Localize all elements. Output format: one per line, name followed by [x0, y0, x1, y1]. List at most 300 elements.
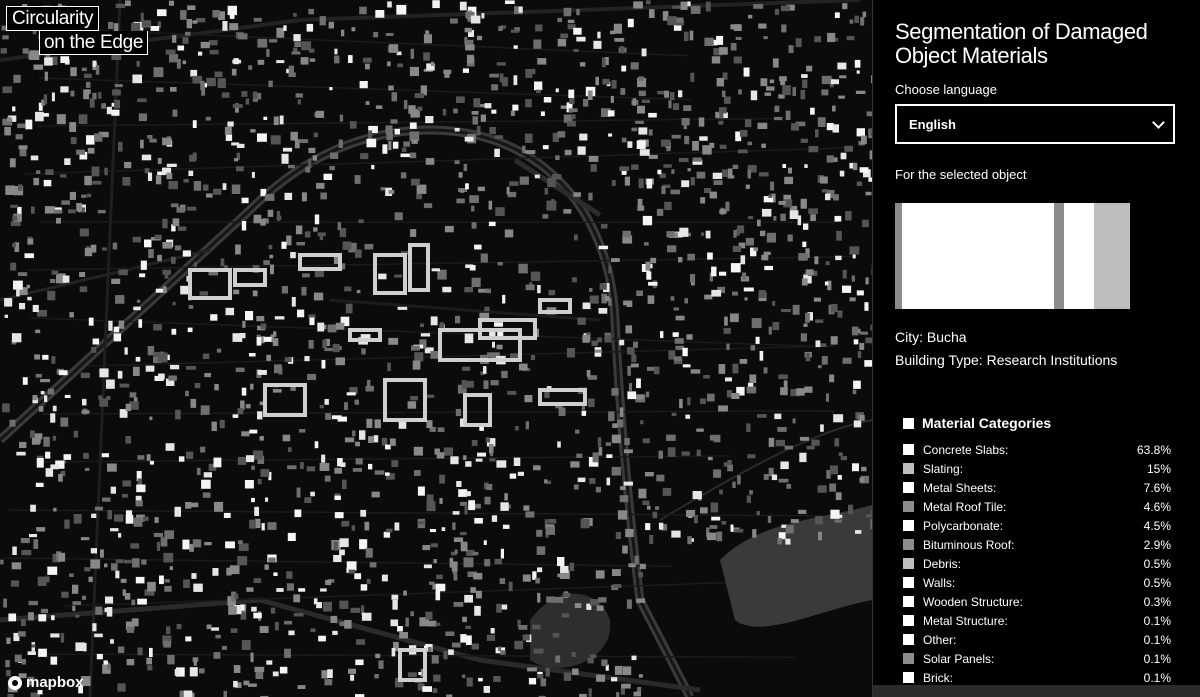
building[interactable] [542, 214, 548, 218]
building[interactable] [796, 38, 802, 47]
building[interactable] [699, 136, 708, 141]
building[interactable] [110, 639, 114, 644]
building[interactable] [602, 79, 609, 85]
building[interactable] [115, 295, 124, 304]
building[interactable] [348, 55, 353, 63]
building[interactable] [455, 128, 460, 132]
building[interactable] [61, 633, 64, 642]
building[interactable] [320, 405, 324, 408]
building[interactable] [50, 633, 59, 637]
building[interactable] [687, 254, 695, 261]
building[interactable] [866, 277, 869, 284]
building[interactable] [571, 114, 576, 119]
building[interactable] [568, 90, 574, 98]
building[interactable] [111, 110, 119, 116]
building[interactable] [315, 441, 319, 448]
building[interactable] [378, 660, 383, 669]
building[interactable] [88, 148, 95, 154]
building[interactable] [591, 164, 597, 172]
building[interactable] [19, 303, 25, 309]
building[interactable] [157, 255, 162, 261]
building[interactable] [827, 155, 834, 162]
building[interactable] [200, 447, 205, 453]
building[interactable] [392, 648, 396, 656]
building[interactable] [111, 487, 116, 494]
building[interactable] [258, 370, 267, 375]
building[interactable] [232, 185, 241, 195]
building[interactable] [382, 575, 388, 582]
building[interactable] [203, 185, 209, 191]
building[interactable] [466, 635, 472, 645]
building[interactable] [443, 109, 446, 116]
building[interactable] [690, 73, 694, 82]
building[interactable] [375, 419, 381, 428]
building[interactable] [546, 596, 555, 602]
building[interactable] [802, 79, 807, 88]
building[interactable] [814, 256, 818, 264]
building[interactable] [193, 120, 197, 128]
building[interactable] [751, 91, 757, 101]
building[interactable] [476, 459, 483, 462]
building[interactable] [123, 589, 126, 596]
building[interactable] [788, 168, 792, 174]
building[interactable] [223, 183, 227, 190]
building[interactable] [462, 675, 465, 678]
building[interactable] [241, 431, 249, 436]
building[interactable] [617, 419, 623, 427]
building[interactable] [599, 246, 608, 250]
building[interactable] [396, 5, 406, 15]
building[interactable] [464, 287, 473, 292]
building[interactable] [104, 168, 108, 176]
building[interactable] [392, 92, 398, 101]
building[interactable] [249, 430, 257, 434]
building[interactable] [149, 139, 157, 143]
building[interactable] [363, 58, 372, 63]
building[interactable] [366, 548, 373, 558]
building[interactable] [769, 438, 775, 447]
building[interactable] [577, 318, 585, 325]
building[interactable] [375, 10, 384, 18]
building[interactable] [484, 686, 490, 693]
building[interactable] [65, 395, 71, 398]
building[interactable] [273, 389, 282, 393]
building[interactable] [84, 74, 92, 78]
building[interactable] [366, 101, 370, 105]
building[interactable] [816, 340, 821, 347]
building[interactable] [22, 659, 27, 665]
building[interactable] [780, 462, 788, 470]
building[interactable] [157, 9, 167, 16]
building[interactable] [518, 472, 524, 476]
building[interactable] [453, 511, 460, 515]
building[interactable] [442, 527, 446, 531]
building[interactable] [106, 380, 115, 389]
building[interactable] [560, 34, 568, 39]
building[interactable] [710, 435, 719, 441]
building[interactable] [131, 600, 135, 606]
building[interactable] [806, 66, 812, 72]
building[interactable] [136, 485, 145, 493]
building[interactable] [375, 470, 385, 474]
building[interactable] [583, 303, 591, 310]
building[interactable] [759, 172, 769, 176]
building[interactable] [313, 227, 317, 231]
building[interactable] [246, 404, 251, 408]
building[interactable] [686, 510, 695, 517]
building[interactable] [213, 189, 221, 195]
building[interactable] [627, 301, 633, 308]
building[interactable] [429, 621, 437, 627]
building[interactable] [114, 327, 119, 333]
building[interactable] [535, 175, 540, 179]
building[interactable] [589, 156, 599, 162]
building[interactable] [703, 375, 710, 379]
building[interactable] [511, 111, 515, 116]
building[interactable] [433, 688, 438, 693]
building[interactable] [390, 439, 396, 446]
building[interactable] [791, 519, 799, 523]
building[interactable] [761, 144, 766, 148]
building[interactable] [284, 649, 291, 658]
building[interactable] [699, 118, 705, 127]
building[interactable] [334, 496, 341, 500]
building[interactable] [768, 195, 772, 198]
building[interactable] [650, 258, 656, 263]
building[interactable] [304, 497, 311, 503]
building[interactable] [408, 672, 417, 677]
building[interactable] [472, 278, 481, 287]
building[interactable] [465, 28, 472, 33]
building[interactable] [536, 90, 541, 93]
building[interactable] [426, 158, 435, 165]
building[interactable] [232, 69, 237, 76]
building[interactable] [280, 116, 284, 125]
building[interactable] [693, 491, 702, 499]
building[interactable] [52, 271, 59, 275]
building[interactable] [850, 297, 856, 301]
building[interactable] [336, 357, 346, 365]
building[interactable] [368, 130, 372, 139]
building[interactable] [757, 511, 761, 515]
building[interactable] [522, 146, 525, 154]
building[interactable] [700, 398, 706, 404]
building[interactable] [325, 580, 331, 585]
building[interactable] [620, 407, 624, 417]
building[interactable] [105, 597, 113, 604]
building[interactable] [835, 438, 840, 446]
building[interactable] [681, 2, 688, 10]
building[interactable] [154, 533, 163, 537]
building[interactable] [68, 209, 76, 213]
building[interactable] [638, 572, 643, 577]
building[interactable] [80, 229, 89, 237]
building[interactable] [470, 265, 476, 271]
building[interactable] [714, 180, 723, 185]
building[interactable] [126, 510, 132, 517]
building[interactable] [12, 333, 22, 342]
building[interactable] [173, 110, 178, 117]
building[interactable] [310, 492, 315, 497]
building[interactable] [860, 332, 868, 335]
building[interactable] [621, 684, 631, 689]
building[interactable] [156, 175, 161, 184]
building[interactable] [321, 670, 328, 678]
building[interactable] [847, 36, 855, 40]
building[interactable] [341, 30, 344, 37]
building[interactable] [633, 98, 637, 106]
building[interactable] [414, 447, 423, 456]
building[interactable] [411, 49, 414, 59]
building[interactable] [848, 505, 853, 514]
building[interactable] [675, 338, 684, 344]
building[interactable] [450, 456, 458, 464]
building[interactable] [501, 371, 508, 378]
building[interactable] [732, 292, 738, 296]
building[interactable] [415, 93, 425, 98]
building[interactable] [387, 363, 391, 372]
building[interactable] [429, 582, 435, 585]
building[interactable] [779, 76, 787, 81]
building[interactable] [224, 513, 231, 518]
building[interactable] [500, 502, 508, 511]
building[interactable] [334, 468, 342, 474]
building[interactable] [589, 288, 593, 292]
building[interactable] [421, 333, 430, 336]
building[interactable] [148, 249, 154, 258]
building[interactable] [514, 75, 518, 85]
building[interactable] [191, 399, 197, 408]
building[interactable] [327, 669, 333, 678]
building[interactable] [564, 8, 572, 16]
building[interactable] [183, 250, 191, 256]
building[interactable] [710, 192, 717, 199]
building[interactable] [288, 533, 296, 541]
building[interactable] [588, 399, 595, 408]
building[interactable] [462, 367, 470, 371]
building[interactable] [29, 601, 38, 605]
building[interactable] [45, 452, 50, 459]
building[interactable] [715, 112, 719, 118]
building[interactable] [464, 595, 473, 603]
building[interactable] [349, 570, 356, 574]
building[interactable] [580, 62, 586, 66]
building[interactable] [470, 587, 476, 593]
building[interactable] [255, 667, 265, 672]
building[interactable] [175, 507, 182, 517]
building[interactable] [575, 603, 582, 608]
building[interactable] [569, 108, 578, 112]
building[interactable] [79, 114, 88, 124]
building[interactable] [660, 331, 663, 338]
building[interactable] [724, 97, 731, 104]
building[interactable] [444, 448, 453, 456]
building[interactable] [454, 574, 458, 580]
building[interactable] [576, 9, 579, 15]
building[interactable] [367, 579, 371, 584]
building[interactable] [204, 373, 211, 377]
building[interactable] [251, 653, 254, 663]
building[interactable] [0, 560, 3, 565]
building[interactable] [427, 501, 436, 511]
building[interactable] [147, 665, 152, 670]
building[interactable] [532, 625, 540, 630]
building[interactable] [89, 318, 94, 326]
building[interactable] [560, 566, 568, 573]
building[interactable] [121, 579, 127, 583]
building[interactable] [510, 474, 517, 479]
building[interactable] [151, 26, 160, 31]
building[interactable] [401, 154, 410, 158]
building[interactable] [39, 406, 44, 412]
building[interactable] [478, 187, 485, 191]
building[interactable] [266, 660, 272, 664]
building[interactable] [666, 435, 676, 441]
building[interactable] [800, 437, 809, 441]
building[interactable] [484, 380, 489, 389]
building[interactable] [120, 384, 130, 388]
building[interactable] [756, 337, 760, 344]
building[interactable] [494, 149, 500, 157]
building[interactable] [343, 242, 352, 250]
building[interactable] [257, 133, 267, 141]
building[interactable] [753, 4, 763, 9]
building[interactable] [547, 178, 555, 187]
building[interactable] [324, 174, 333, 180]
building[interactable] [814, 298, 821, 302]
building[interactable] [657, 170, 661, 175]
building[interactable] [260, 626, 269, 633]
building[interactable] [305, 167, 310, 173]
building[interactable] [408, 401, 417, 409]
building[interactable] [780, 387, 788, 395]
building[interactable] [436, 575, 443, 580]
building[interactable] [350, 121, 357, 129]
building[interactable] [780, 214, 786, 221]
building[interactable] [597, 32, 600, 39]
building[interactable] [489, 201, 493, 210]
building[interactable] [165, 579, 170, 583]
building[interactable] [63, 276, 70, 283]
building[interactable] [74, 514, 82, 524]
building[interactable] [627, 599, 632, 608]
building[interactable] [33, 305, 39, 312]
building[interactable] [33, 539, 38, 549]
building[interactable] [642, 100, 650, 103]
building[interactable] [443, 651, 447, 659]
building[interactable] [772, 475, 777, 481]
building[interactable] [514, 641, 523, 650]
building[interactable] [155, 235, 162, 240]
building[interactable] [235, 245, 241, 255]
building[interactable] [433, 675, 440, 682]
building[interactable] [251, 466, 255, 470]
building[interactable] [368, 464, 372, 470]
building[interactable] [260, 469, 269, 477]
building[interactable] [697, 172, 706, 179]
building[interactable] [136, 577, 145, 584]
building[interactable] [282, 286, 288, 294]
building[interactable] [671, 531, 680, 538]
building[interactable] [273, 331, 276, 337]
building[interactable] [478, 678, 483, 682]
building[interactable] [164, 586, 171, 592]
building[interactable] [718, 121, 723, 125]
building[interactable] [325, 413, 331, 420]
building[interactable] [857, 290, 864, 295]
building[interactable] [10, 205, 18, 208]
building[interactable] [334, 56, 339, 64]
building[interactable] [608, 134, 612, 137]
building[interactable] [781, 6, 790, 12]
building[interactable] [852, 276, 855, 282]
building[interactable] [31, 207, 35, 214]
building[interactable] [835, 12, 840, 18]
building[interactable] [238, 457, 246, 465]
building[interactable] [182, 540, 189, 550]
building[interactable] [4, 298, 12, 307]
building[interactable] [260, 402, 263, 406]
building[interactable] [38, 649, 47, 657]
building[interactable] [852, 327, 859, 336]
building[interactable] [246, 455, 254, 462]
building[interactable] [333, 344, 340, 352]
building[interactable] [308, 9, 314, 14]
building[interactable] [719, 209, 726, 214]
building[interactable] [70, 192, 76, 200]
building[interactable] [221, 258, 225, 266]
building[interactable] [838, 311, 843, 318]
building[interactable] [572, 277, 577, 282]
building[interactable] [731, 43, 737, 51]
building[interactable] [830, 465, 838, 474]
building[interactable] [647, 506, 651, 510]
building[interactable] [56, 218, 61, 224]
building[interactable] [156, 87, 163, 92]
building[interactable] [297, 310, 304, 318]
building[interactable] [815, 516, 823, 524]
building[interactable] [553, 633, 560, 638]
building[interactable] [737, 476, 741, 485]
building[interactable] [227, 122, 233, 127]
building[interactable] [210, 50, 219, 55]
building[interactable] [565, 150, 572, 155]
building[interactable] [420, 324, 424, 328]
building[interactable] [169, 1, 174, 6]
building[interactable] [185, 636, 191, 641]
building[interactable] [578, 146, 586, 154]
building[interactable] [682, 348, 687, 356]
building[interactable] [351, 608, 361, 613]
building[interactable] [666, 231, 674, 237]
building[interactable] [593, 41, 601, 49]
building[interactable] [752, 318, 762, 328]
building[interactable] [515, 426, 519, 431]
building[interactable] [798, 253, 808, 261]
building[interactable] [706, 2, 711, 12]
building[interactable] [645, 523, 650, 530]
building[interactable] [477, 453, 486, 457]
building[interactable] [232, 60, 241, 64]
building[interactable] [534, 82, 542, 91]
building[interactable] [288, 631, 294, 636]
building[interactable] [500, 650, 506, 655]
building[interactable] [390, 119, 397, 123]
building[interactable] [573, 192, 581, 197]
building[interactable] [418, 672, 421, 675]
building[interactable] [578, 478, 586, 483]
building[interactable] [38, 577, 47, 586]
